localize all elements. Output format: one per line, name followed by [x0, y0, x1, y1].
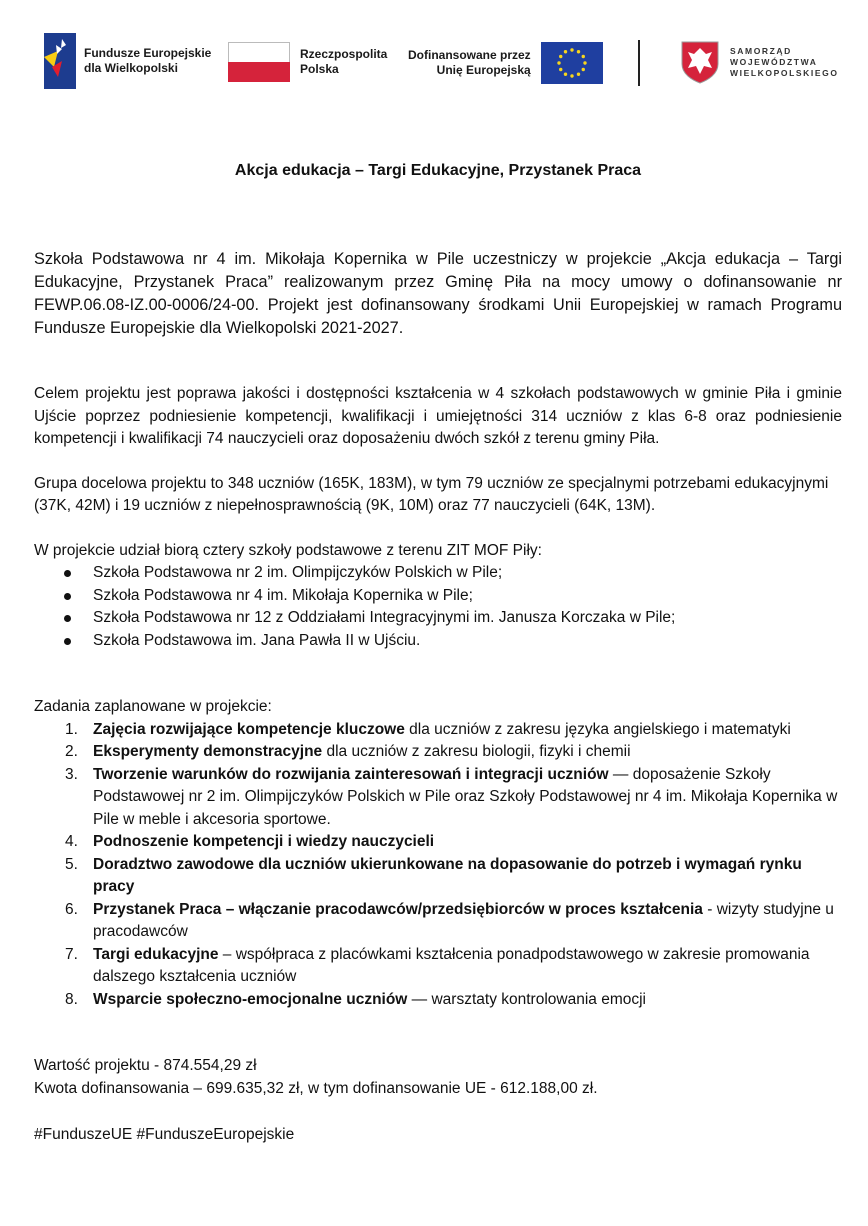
document-title: Akcja edukacja – Targi Edukacyjne, Przystanek Praca [234, 162, 642, 179]
fe-logo [44, 33, 211, 89]
school-name: Szkoła Podstawowa im. Jana Pawła II w Ujściu. [93, 631, 421, 649]
bullet-icon [64, 593, 71, 600]
sam-logo-line2: WOJEWÓDZTWA [730, 56, 818, 67]
list-item [34, 944, 842, 989]
document-body [34, 160, 842, 1147]
sam-logo-line3: WIELKOPOLSKIEGO [730, 67, 839, 78]
bullet-icon [64, 570, 71, 577]
task-desc: - wizyty studyjne u pracodawców [93, 900, 834, 940]
list-item [34, 607, 842, 630]
eu-logo [408, 42, 603, 84]
eu-star-icon [570, 48, 573, 51]
task-number: 2. [65, 743, 78, 760]
task-desc: — doposażenie Szkoły Podstawowej nr 2 im. Olimpijczyków Polskich w Pile oraz Szkoły Podstawowej nr 4 im. Mikołaja Kopernika w Pile w meble i akcesoria sportowe. [93, 765, 838, 828]
project-value: Wartość projektu - 874.554,29 zł [34, 1057, 257, 1074]
task-desc: — warsztaty kontrolowania emocji [407, 990, 646, 1008]
bullet-icon [64, 638, 71, 645]
list-item [34, 562, 842, 585]
sam-logo-text [730, 46, 839, 79]
rp-logo-line1: Rzeczpospolita [300, 47, 388, 61]
sam-logo-line1: SAMORZĄD [730, 45, 792, 56]
logo-bar [0, 28, 868, 98]
task-number: 4. [65, 833, 78, 850]
task-number: 8. [65, 990, 78, 1008]
eu-star-icon [576, 73, 579, 76]
funding-amount: Kwota dofinansowania – 699.635,32 zł, w tym dofinansowanie UE - 612.188,00 zł. [34, 1079, 598, 1097]
task-number: 7. [65, 945, 78, 963]
task-title: Przystanek Praca [93, 900, 222, 918]
task-separator: – [221, 900, 239, 918]
task-title: Eksperymenty demonstracyjne [93, 743, 323, 760]
goal-paragraph: Celem projektu jest poprawa jakości i dostępności kształcenia w 4 szkołach podstawowych w gminie Piła i gminie Ujście poprzez podniesienie kompetencji, kwalifikacji i umiejętności 314 uczniów z klas 6-8 oraz podniesienie kompetencji i kwalifikacji 74 nauczycieli oraz doposażeniu dwóch szkół z terenu gminy Piła. [34, 385, 842, 447]
list-item [34, 764, 842, 832]
eu-star-icon [583, 61, 586, 64]
eu-star-icon [576, 50, 579, 53]
eu-star-icon [557, 61, 560, 64]
rp-logo-line2: Polska [300, 62, 339, 76]
list-item [34, 585, 842, 608]
logo-separator [638, 40, 640, 86]
sam-logo [680, 40, 839, 84]
task-title-2: włączanie pracodawców/przedsiębiorców w proces kształcenia [238, 900, 703, 918]
task-title: Tworzenie warunków do rozwijania zainteresowań i integracji uczniów [93, 765, 609, 783]
bullet-icon [64, 615, 71, 622]
target-group-paragraph: Grupa docelowa projektu to 348 uczniów (165K, 183M), w tym 79 uczniów ze specjalnymi potrzebami edukacyjnymi (37K, 42M) i 19 uczniów z niepełnosprawnością (9K, 10M) oraz 77 nauczycieli (64K, 13M). [34, 474, 829, 514]
eu-flag-icon [541, 42, 603, 84]
task-title: Wsparcie społeczno-emocjonalne uczniów [93, 990, 408, 1008]
list-item [34, 899, 842, 944]
eu-logo-line1: Dofinansowane przez [408, 48, 531, 62]
schools-intro: W projekcie udział biorą cztery szkoły podstawowe z terenu ZIT MOF Piły: [34, 541, 542, 559]
task-title: Doradztwo zawodowe dla uczniów ukierunkowane na dopasowanie do potrzeb i wymagań rynku pracy [93, 855, 802, 895]
task-desc: dla uczniów z zakresu języka angielskiego i matematyki [404, 720, 791, 738]
intro-paragraph: Szkoła Podstawowa nr 4 im. Mikołaja Kopernika w Pile uczestniczy w projekcie „Akcja edukacja – Targi Edukacyjne, Przystanek Praca” realizowanym przez Gminę Piła na mocy umowy o dofinansowanie nr FEWP.06.08-IZ.00-0006/24-00. Projekt jest dofinansowany środkami Unii Europejskiej w ramach Programu Fundusze Europejskie dla Wielkopolski 2021-2027. [34, 250, 842, 337]
rp-logo [228, 42, 387, 82]
task-number: 6. [65, 900, 78, 918]
task-title: Targi edukacyjne [93, 945, 219, 963]
eu-star-icon [581, 68, 584, 71]
schools-list [34, 562, 842, 652]
eu-logo-line2: Unię Europejską [436, 63, 531, 77]
eu-star-icon [581, 55, 584, 58]
list-item [34, 989, 842, 1012]
school-name: Szkoła Podstawowa nr 12 z Oddziałami Integracyjnymi im. Janusza Korczaka w Pile; [93, 609, 676, 626]
task-desc: – współpraca z placówkami kształcenia ponadpodstawowego w zakresie promowania dalszego kształcenia uczniów [93, 945, 810, 985]
eu-star-icon [570, 74, 573, 77]
list-item [34, 741, 842, 764]
list-item [34, 719, 842, 742]
task-title: Zajęcia rozwijające kompetencje kluczowe [93, 720, 405, 738]
eu-star-icon [563, 50, 566, 53]
fe-emblem-icon [44, 33, 76, 89]
coat-of-arms-icon [680, 40, 720, 84]
fe-logo-line2: dla Wielkopolski [84, 61, 178, 75]
list-item [34, 630, 842, 653]
school-name: Szkoła Podstawowa nr 4 im. Mikołaja Kopernika w Pile; [93, 586, 473, 604]
eu-star-icon [559, 68, 562, 71]
task-desc: dla uczniów z zakresu biologii, fizyki i chemii [322, 743, 631, 760]
task-number: 1. [65, 720, 78, 738]
task-number: 5. [65, 855, 78, 873]
eu-logo-text [408, 48, 531, 78]
hashtags: #FunduszeUE #FunduszeEuropejskie [34, 1126, 295, 1143]
fe-logo-text [84, 46, 211, 76]
school-name: Szkoła Podstawowa nr 2 im. Olimpijczyków Polskich w Pile; [93, 564, 503, 581]
tasks-list [34, 719, 842, 1012]
task-number: 3. [65, 765, 78, 783]
fe-logo-line1: Fundusze Europejskie [84, 46, 212, 60]
eu-star-icon [559, 55, 562, 58]
poland-flag-icon [228, 42, 290, 82]
rp-logo-text [300, 47, 387, 77]
list-item [34, 854, 842, 899]
list-item [34, 831, 842, 854]
task-title: Podnoszenie kompetencji i wiedzy nauczycieli [93, 833, 435, 850]
tasks-intro: Zadania zaplanowane w projekcie: [34, 698, 272, 715]
eu-star-icon [563, 73, 566, 76]
